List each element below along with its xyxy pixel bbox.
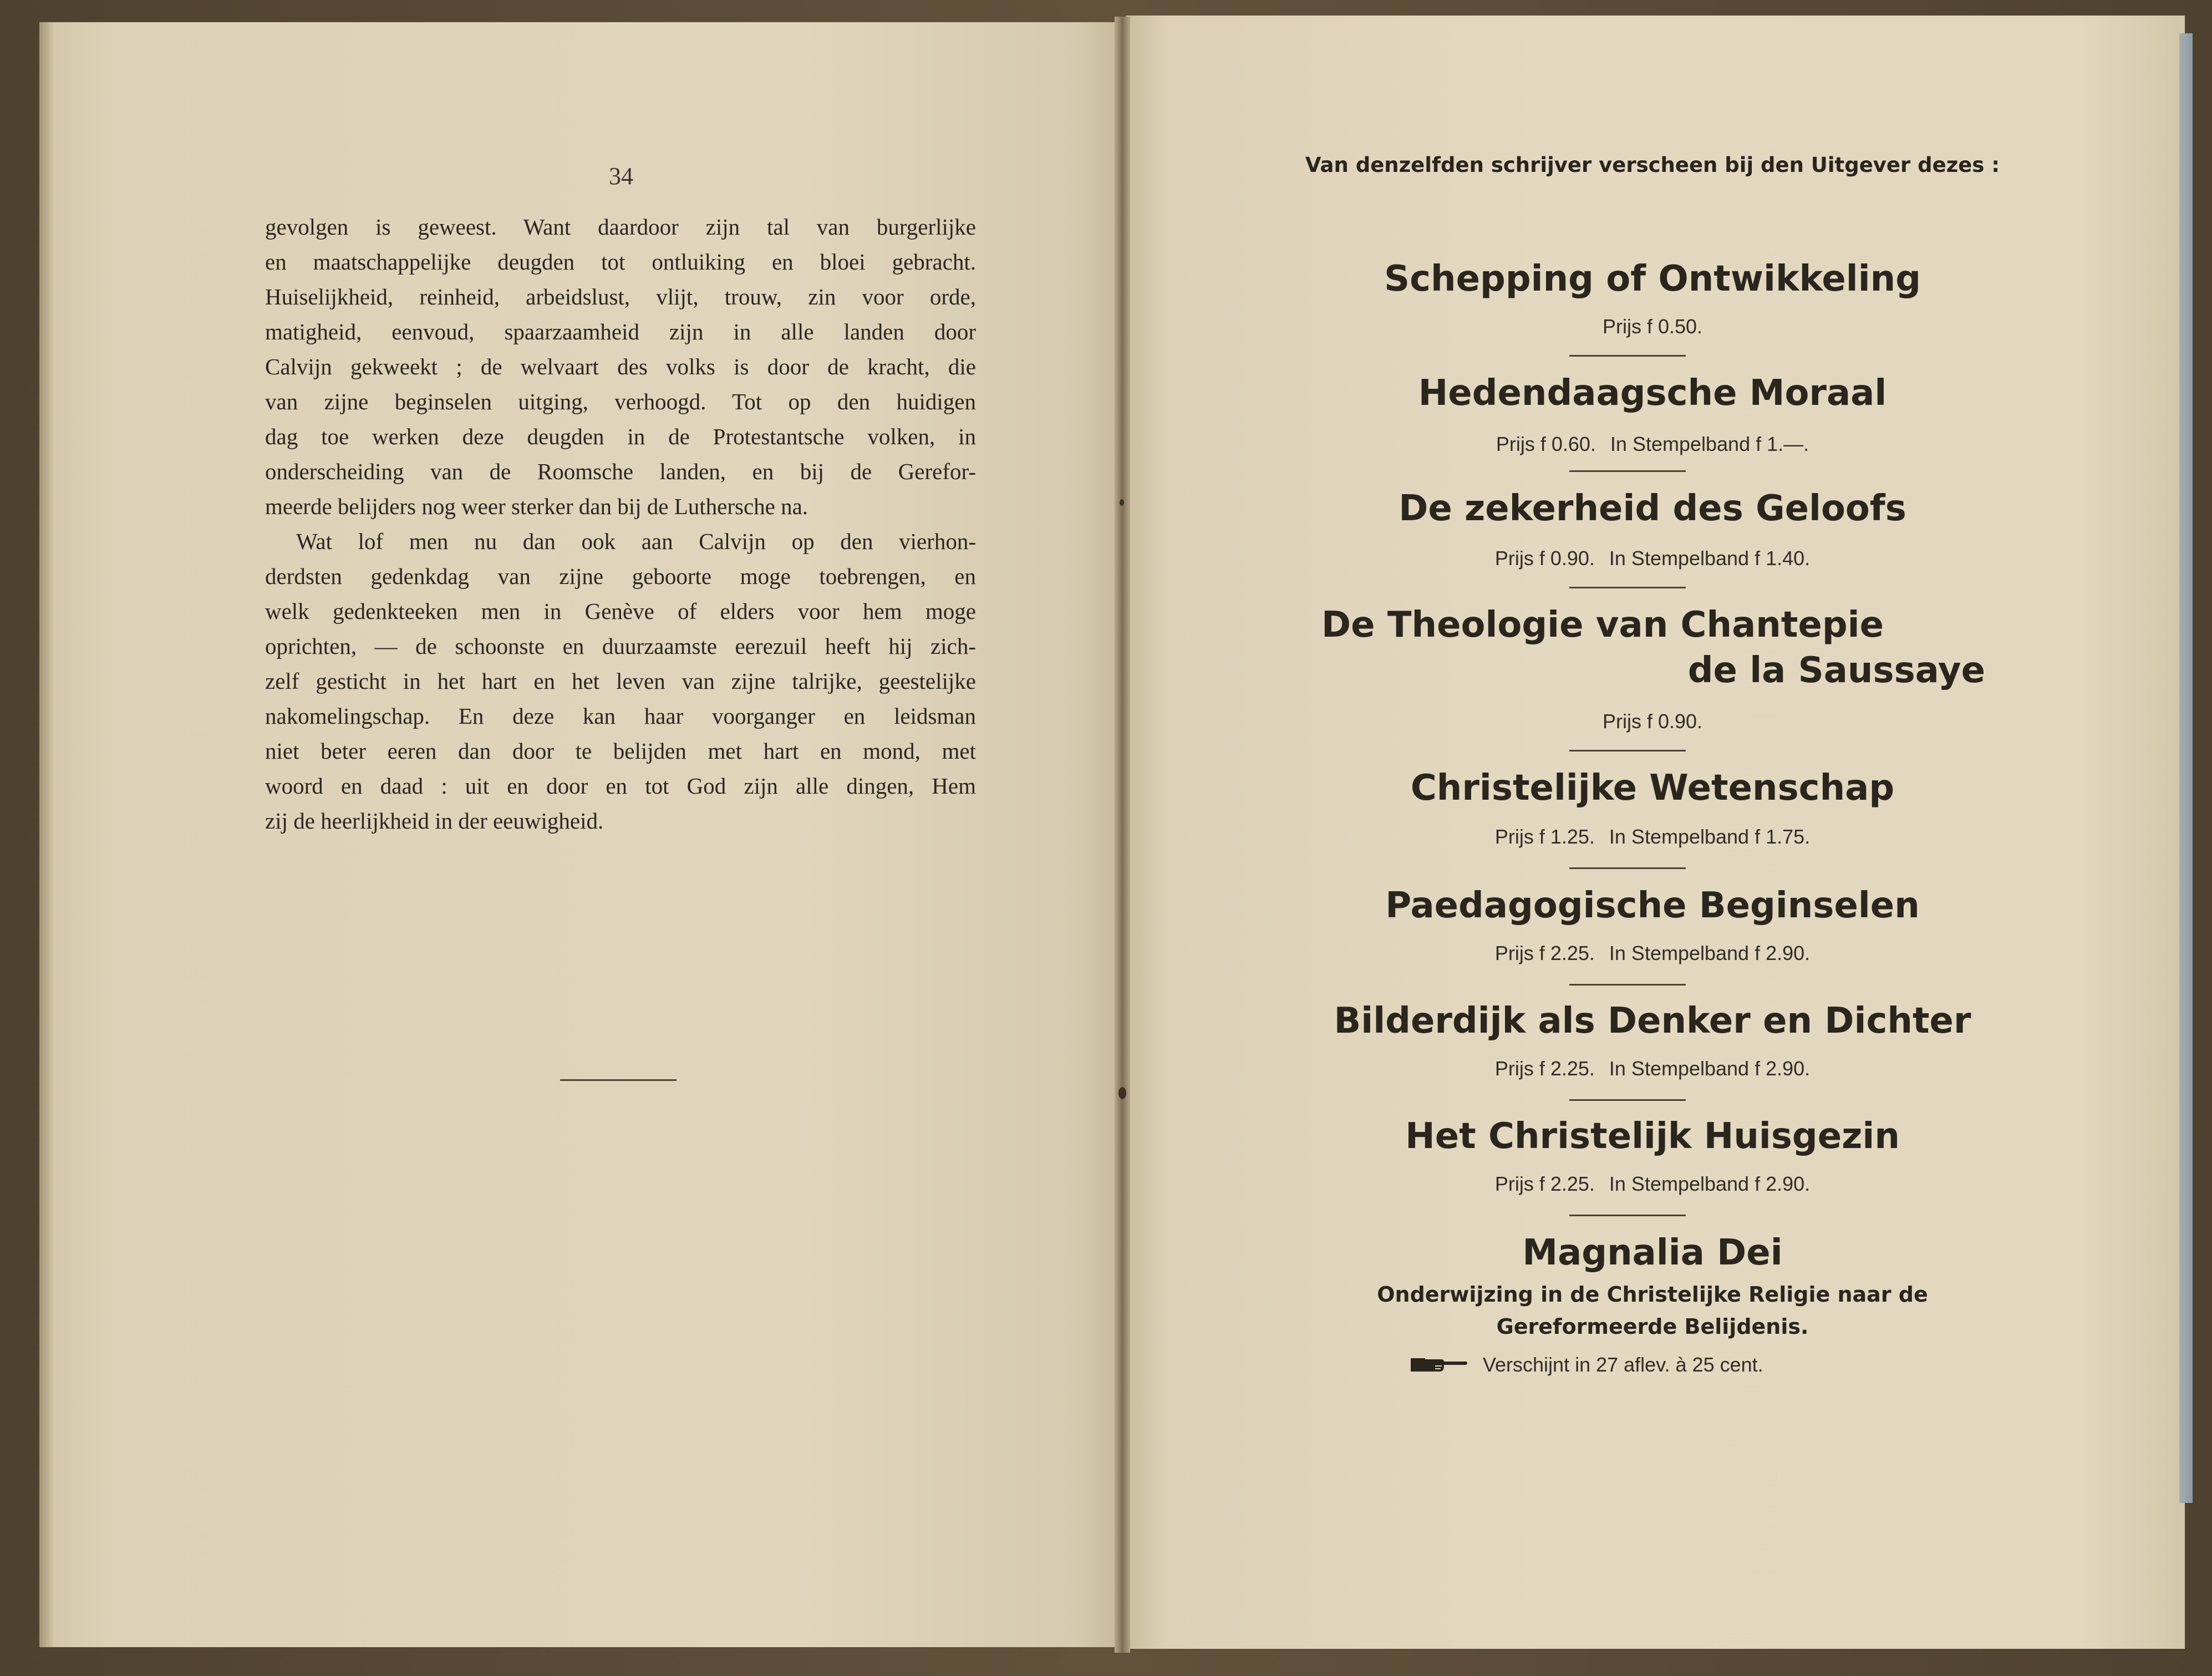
book-title: De zekerheid des Geloofs <box>1399 488 1906 529</box>
price-line <box>1176 547 2129 570</box>
book-title: Hedendaagsche Moraal <box>1418 373 1887 414</box>
separator-rule <box>1569 984 1686 986</box>
book-title: Christelijke Wetenschap <box>1410 768 1895 809</box>
text-line: derdsten gedenkdag van zijne geboorte moge toebrengen, en <box>265 563 976 589</box>
price-line <box>1176 942 2129 965</box>
price: Prijs f 0.60. <box>1496 433 1596 455</box>
book-title: Paedagogische Beginselen <box>1385 885 1920 926</box>
separator-rule <box>1569 355 1686 357</box>
pointing-hand-icon <box>1408 1354 1469 1376</box>
binding-price: In Stempelband f 2.90. <box>1609 1172 1811 1195</box>
binding-price: In Stempelband f 1.—. <box>1610 433 1809 455</box>
binding-price: In Stempelband f 2.90. <box>1609 1057 1811 1080</box>
text-line: zelf gesticht in het hart en het leven van zijne talrijke, geestelijke <box>265 668 976 694</box>
advertisement-heading: Van denzelfden schrijver verscheen bij den Uitgever dezes : <box>1305 153 2000 177</box>
book-title: Het Christelijk Huisgezin <box>1405 1116 1900 1157</box>
price-line <box>1176 433 2129 456</box>
book-title: Magnalia Dei <box>1522 1232 1783 1273</box>
text-line: woord en daad : uit en door en tot God zijn alle dingen, Hem <box>265 773 976 799</box>
price: Prijs f 1.25. <box>1494 825 1595 848</box>
separator-rule <box>1569 587 1686 588</box>
price: Prijs f 0.90. <box>1602 710 1703 733</box>
notice-text: Verschijnt in 27 aflev. à 25 cent. <box>1483 1353 1763 1376</box>
book-title: De Theologie van Chantepie <box>1321 605 1884 646</box>
text-line: en maatschappelijke deugden tot ontluiking en bloei gebracht. <box>265 249 976 275</box>
price-line <box>1176 710 2129 733</box>
text-line: Calvijn gekweekt ; de welvaart des volks is door de kracht, die <box>265 354 976 379</box>
book-subtitle: Gereformeerde Belijdenis. <box>1496 1314 1809 1339</box>
text-line: matigheid, eenvoud, spaarzaamheid zijn in alle landen door <box>265 319 976 344</box>
book-title: Schepping of Ontwikkeling <box>1384 258 1921 299</box>
price-line <box>1176 315 2129 338</box>
text-line: nakomelingschap. En deze kan haar voorganger en leidsman <box>265 703 976 729</box>
text-line: niet beter eeren dan door te belijden met hart en mond, met <box>265 738 976 764</box>
text-line: van zijne beginselen uitging, verhoogd. Tot op den huidigen <box>265 389 976 414</box>
cover-edge <box>2179 33 2193 1503</box>
binding-staple <box>1120 499 1124 506</box>
price: Prijs f 2.25. <box>1494 942 1595 964</box>
text-line: welk gedenkteeken men in Genève of elders voor hem moge <box>265 598 976 624</box>
end-rule <box>560 1079 677 1081</box>
binding-price: In Stempelband f 1.75. <box>1609 825 1811 848</box>
publication-notice <box>1408 1353 1908 1377</box>
binding-price: In Stempelband f 1.40. <box>1609 547 1811 570</box>
book-title-continued: de la Saussaye <box>1687 650 1985 691</box>
text-line: dag toe werken deze deugden in de Protestantsche volken, in <box>265 424 976 449</box>
page-number: 34 <box>609 162 633 190</box>
price: Prijs f 0.90. <box>1494 547 1595 570</box>
text-line: Wat lof men nu dan ook aan Calvijn op den vierhon- <box>296 529 976 554</box>
price-line <box>1176 1057 2129 1080</box>
text-line: oprichten, — de schoonste en duurzaamste eerezuil heeft hij zich- <box>265 633 976 659</box>
text-line: zij de heerlijkheid in der eeuwigheid. <box>265 808 604 834</box>
text-line: meerde belijders nog weer sterker dan bij de Luthersche na. <box>265 494 808 519</box>
price: Prijs f 2.25. <box>1494 1057 1595 1080</box>
price-line <box>1176 825 2129 849</box>
separator-rule <box>1569 867 1686 869</box>
binding-price: In Stempelband f 2.90. <box>1609 942 1811 964</box>
price: Prijs f 2.25. <box>1494 1172 1595 1195</box>
separator-rule <box>1569 1215 1686 1216</box>
price-line <box>1176 1172 2129 1196</box>
book-subtitle: Onderwijzing in de Christelijke Religie naar de <box>1377 1282 1928 1307</box>
body-text <box>265 210 976 839</box>
separator-rule <box>1569 470 1686 472</box>
book-title: Bilderdijk als Denker en Dichter <box>1334 1000 1971 1042</box>
separator-rule <box>1569 750 1686 751</box>
text-line: onderscheiding van de Roomsche landen, en bij de Gerefor- <box>265 459 976 484</box>
text-line: gevolgen is geweest. Want daardoor zijn tal van burgerlijke <box>265 214 976 240</box>
text-line: Huiselijkheid, reinheid, arbeidslust, vlijt, trouw, zin voor orde, <box>265 284 976 309</box>
separator-rule <box>1569 1099 1686 1101</box>
book-gutter <box>1115 17 1130 1653</box>
price: Prijs f 0.50. <box>1602 315 1703 338</box>
binding-staple <box>1118 1087 1126 1099</box>
